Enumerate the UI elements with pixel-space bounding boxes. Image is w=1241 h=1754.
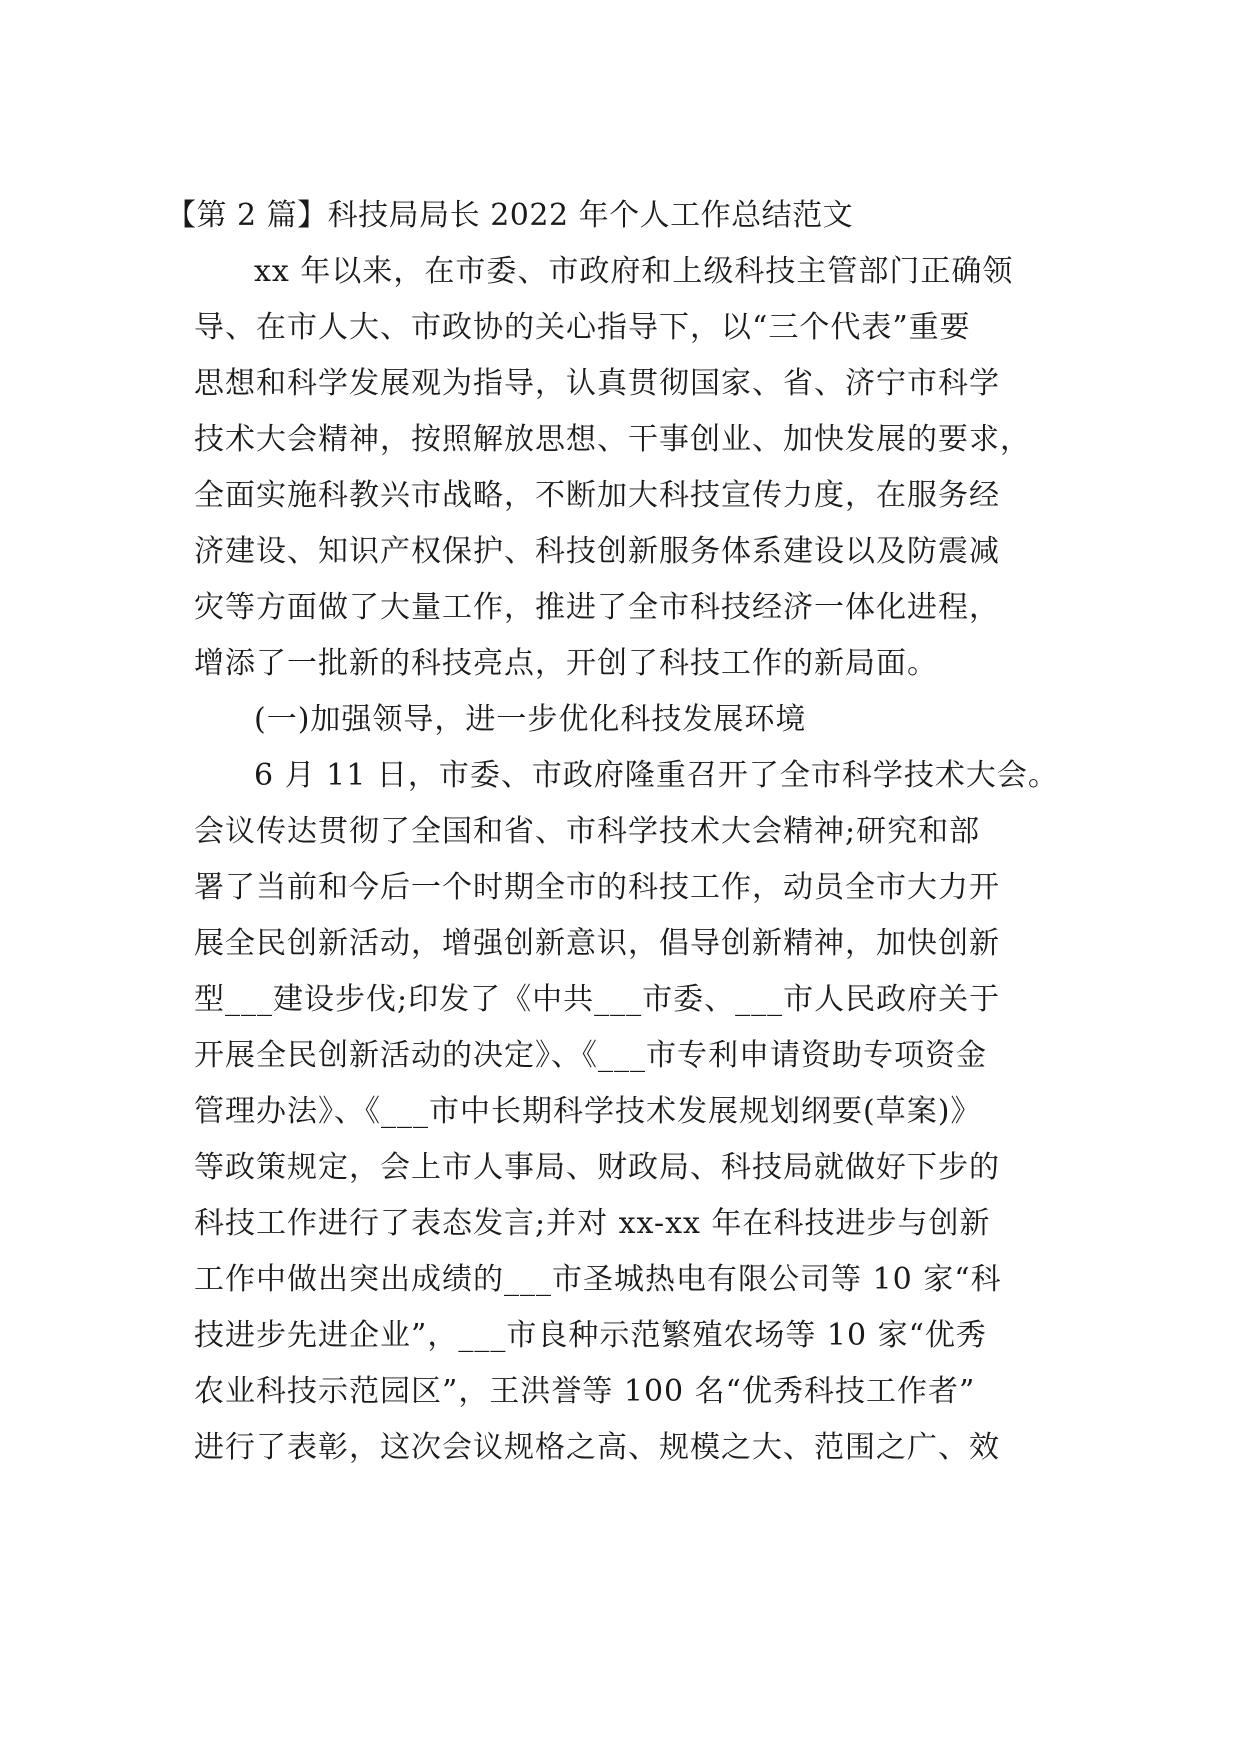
- paragraph-line: 6 月 11 日，市委、市政府隆重召开了全市科学技术大会。: [254, 758, 1059, 793]
- paragraph-line: 署了当前和今后一个时期全市的科技工作，动员全市大力开: [194, 870, 1000, 905]
- paragraph-line: xx 年以来，在市委、市政府和上级科技主管部门正确领: [254, 254, 1014, 289]
- section-heading: (一)加强领导，进一步优化科技发展环境: [254, 702, 807, 737]
- paragraph-line: 农业科技示范园区”，王洪誉等 100 名“优秀科技工作者”: [194, 1374, 976, 1409]
- paragraph-line: 科技工作进行了表态发言;并对 xx-xx 年在科技进步与创新: [194, 1206, 991, 1241]
- paragraph-line: 展全民创新活动，增强创新意识，倡导创新精神，加快创新: [194, 926, 1000, 961]
- paragraph-line: 等政策规定，会上市人事局、财政局、科技局就做好下步的: [194, 1150, 1000, 1185]
- paragraph-line: 管理办法》、《___市中长期科学技术发展规划纲要(草案)》: [194, 1094, 982, 1129]
- paragraph-line: 开展全民创新活动的决定》、《___市专利申请资助专项资金: [194, 1038, 987, 1073]
- paragraph-line: 进行了表彰，这次会议规格之高、规模之大、范围之广、效: [194, 1430, 1000, 1465]
- paragraph-line: 思想和科学发展观为指导，认真贯彻国家、省、济宁市科学: [194, 366, 1000, 401]
- paragraph-line: 技进步先进企业”，___市良种示范繁殖农场等 10 家“优秀: [194, 1318, 987, 1353]
- paragraph-line: 技术大会精神，按照解放思想、干事创业、加快发展的要求，: [194, 422, 1031, 457]
- paragraph-line: 全面实施科教兴市战略，不断加大科技宣传力度，在服务经: [194, 478, 1000, 513]
- paragraph-line: 导、在市人大、市政协的关心指导下，以“三个代表”重要: [194, 310, 971, 345]
- paragraph-line: 工作中做出突出成绩的___市圣城热电有限公司等 10 家“科: [194, 1262, 1002, 1297]
- paragraph-line: 灾等方面做了大量工作，推进了全市科技经济一体化进程，: [194, 590, 1000, 625]
- document-title: 【第 2 篇】科技局局长 2022 年个人工作总结范文: [166, 198, 854, 233]
- paragraph-line: 济建设、知识产权保护、科技创新服务体系建设以及防震减: [194, 534, 1000, 569]
- paragraph-line: 型___建设步伐;印发了《中共___市委、___市人民政府关于: [194, 982, 1001, 1017]
- paragraph-line: 会议传达贯彻了全国和省、市科学技术大会精神;研究和部: [194, 814, 981, 849]
- paragraph-line: 增添了一批新的科技亮点，开创了科技工作的新局面。: [194, 646, 938, 681]
